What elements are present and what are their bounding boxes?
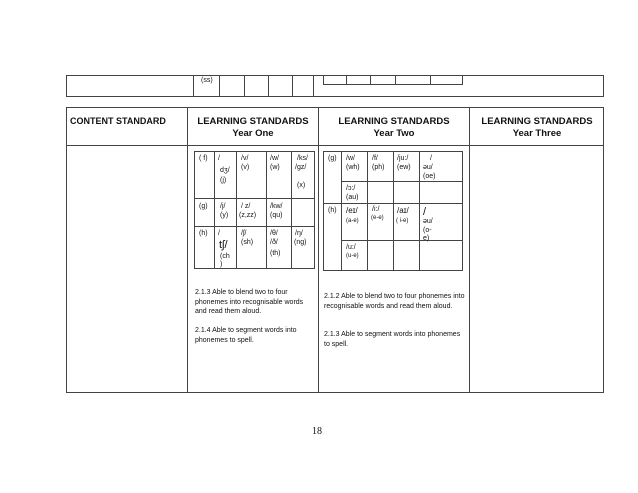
y2-r3-c3b: ( i-e) xyxy=(396,218,409,224)
y2-r4-c1a: /u:/ xyxy=(346,244,356,251)
top-grid-one-col xyxy=(244,75,245,97)
ls-three-title: LEARNING STANDARDS xyxy=(481,116,593,127)
top-ss-cell: (ss) xyxy=(201,77,213,84)
top-grid-one-col xyxy=(292,75,293,97)
y2-r2-c1a: /ɔ:/ xyxy=(346,185,356,192)
y2-r1-c2a: /f/ xyxy=(372,155,378,162)
y1-r3-c4a: /ŋ/ xyxy=(295,230,303,237)
y2-r3-c2b: (e-e) xyxy=(371,215,384,221)
y1-r3-c3b: /ð/ xyxy=(270,239,278,246)
y1-r3-c1b: tʃ/ xyxy=(219,239,228,251)
top-grid-one-col xyxy=(268,75,269,97)
y2-r1-c1a: /w/ xyxy=(346,155,355,162)
y2-r2-c1b: (au) xyxy=(346,194,359,201)
y2-r3-c1b: (a-e) xyxy=(346,218,359,224)
y1-r3-c3a: /θ/ xyxy=(270,230,278,237)
top-grid-two-col xyxy=(346,75,347,85)
y2-col xyxy=(341,151,342,271)
y2-r3-c3a: /aɪ/ xyxy=(397,206,409,215)
y2-r4-c1b: (u-e) xyxy=(346,253,359,259)
ls-three-year: Year Three xyxy=(512,128,562,139)
y1-r2-c2b: (z,zz) xyxy=(239,212,257,219)
y1-r1-c2b: (v) xyxy=(241,164,250,171)
y2-r1-c2b: (ph) xyxy=(372,164,385,171)
y1-r1-c2a: /v/ xyxy=(241,155,249,162)
col-divider-3 xyxy=(469,107,470,393)
y2-r1-c4a: / xyxy=(430,155,432,162)
ls-two-year: Year Two xyxy=(373,128,415,139)
y1-r1-c1b: dʒ/ xyxy=(220,167,230,174)
col-divider-2 xyxy=(318,107,319,393)
top-grid-one xyxy=(193,75,314,97)
y2-r1-label: (g) xyxy=(328,155,337,162)
y2-r1-c3a: /ju:/ xyxy=(397,155,409,162)
y1-r2-c3b: (qu) xyxy=(270,212,283,219)
y2-r3-c1a: /eɪ/ xyxy=(346,206,358,215)
y1-row xyxy=(194,226,315,227)
ls-one-year: Year One xyxy=(232,128,274,139)
y1-r3-c1c: (ch xyxy=(220,253,230,260)
y2-col xyxy=(393,151,394,271)
y2-r3-label: (h) xyxy=(328,207,337,214)
y1-r1-c4c: (x) xyxy=(297,182,306,189)
header-row-divider xyxy=(66,145,604,146)
y1-r3-label: (h) xyxy=(199,230,208,237)
top-grid-one-col xyxy=(219,75,220,97)
y2-r3-c4b: əu/ xyxy=(423,218,433,225)
y2-row xyxy=(323,203,463,204)
y1-r2-c2a: / z/ xyxy=(241,203,251,210)
y1-r1-c3b: (w) xyxy=(270,164,280,171)
y1-r3-c1d: ) xyxy=(220,261,223,268)
top-grid-two-col xyxy=(395,75,396,85)
y1-r1-c3a: /w/ xyxy=(270,155,279,162)
y1-r2-label: (g) xyxy=(199,203,208,210)
y1-r3-c2a: /ʃ/ xyxy=(241,230,247,237)
y1-standard-2-1-4: 2.1.4 Able to segment words into phonemes to spell. xyxy=(195,327,297,344)
ls-one-title: LEARNING STANDARDS xyxy=(197,116,309,127)
y1-r3-c4b: (ng) xyxy=(294,239,307,246)
y1-standard-2-1-3: 2.1.3 Able to blend two to four phonemes into recognisable words and read them aloud. xyxy=(195,289,304,315)
y1-col xyxy=(214,151,215,269)
top-grid-two xyxy=(323,75,463,85)
y1-r1-c4b: /gz/ xyxy=(295,164,307,171)
y1-col xyxy=(291,151,292,269)
y2-r3-c4c: (o- xyxy=(423,227,432,234)
top-grid-two-col xyxy=(430,75,431,85)
y2-col xyxy=(367,151,368,271)
y1-r1-c4a: /ks/ xyxy=(297,155,308,162)
y1-r3-c2b: (sh) xyxy=(241,239,254,246)
top-grid-two-col xyxy=(370,75,371,85)
y1-r2-c1b: (y) xyxy=(220,212,229,219)
ls-two-title: LEARNING STANDARDS xyxy=(338,116,450,127)
y1-r2-c3a: /kw/ xyxy=(270,203,283,210)
y1-col xyxy=(266,151,267,269)
col-divider-1 xyxy=(187,107,188,393)
y1-row xyxy=(194,198,315,199)
y2-row xyxy=(341,240,463,241)
y1-r1-label: ( f) xyxy=(199,155,208,162)
y1-r1-c1c: (j) xyxy=(220,177,227,184)
y1-r1-c1a: / xyxy=(218,155,220,162)
content-standard-header: CONTENT STANDARD xyxy=(70,116,166,126)
y2-standard-2-1-3: 2.1.3 Able to segment words into phonemes to spell. xyxy=(324,331,461,348)
y2-r3-c2a: /i:/ xyxy=(372,206,380,213)
y2-r1-c4c: (oe) xyxy=(423,173,436,180)
y2-r1-c3b: (ew) xyxy=(397,164,411,171)
y2-row xyxy=(341,181,463,182)
y2-r3-c4a: / xyxy=(423,206,427,218)
y1-col xyxy=(236,151,237,269)
page-number: 18 xyxy=(312,426,322,437)
y2-r1-c4b: əu/ xyxy=(423,164,433,171)
y1-r3-c1a: / xyxy=(218,230,220,237)
y2-r3-c4d: e) xyxy=(423,235,430,242)
y1-r2-c1a: /j/ xyxy=(220,203,226,210)
y2-r1-c1b: (wh) xyxy=(346,164,360,171)
y1-r3-c3c: (th) xyxy=(270,250,281,257)
y2-col xyxy=(419,151,420,271)
y2-standard-2-1-2: 2.1.2 Able to blend two to four phonemes into recognisable words and read them aloud. xyxy=(324,293,465,310)
